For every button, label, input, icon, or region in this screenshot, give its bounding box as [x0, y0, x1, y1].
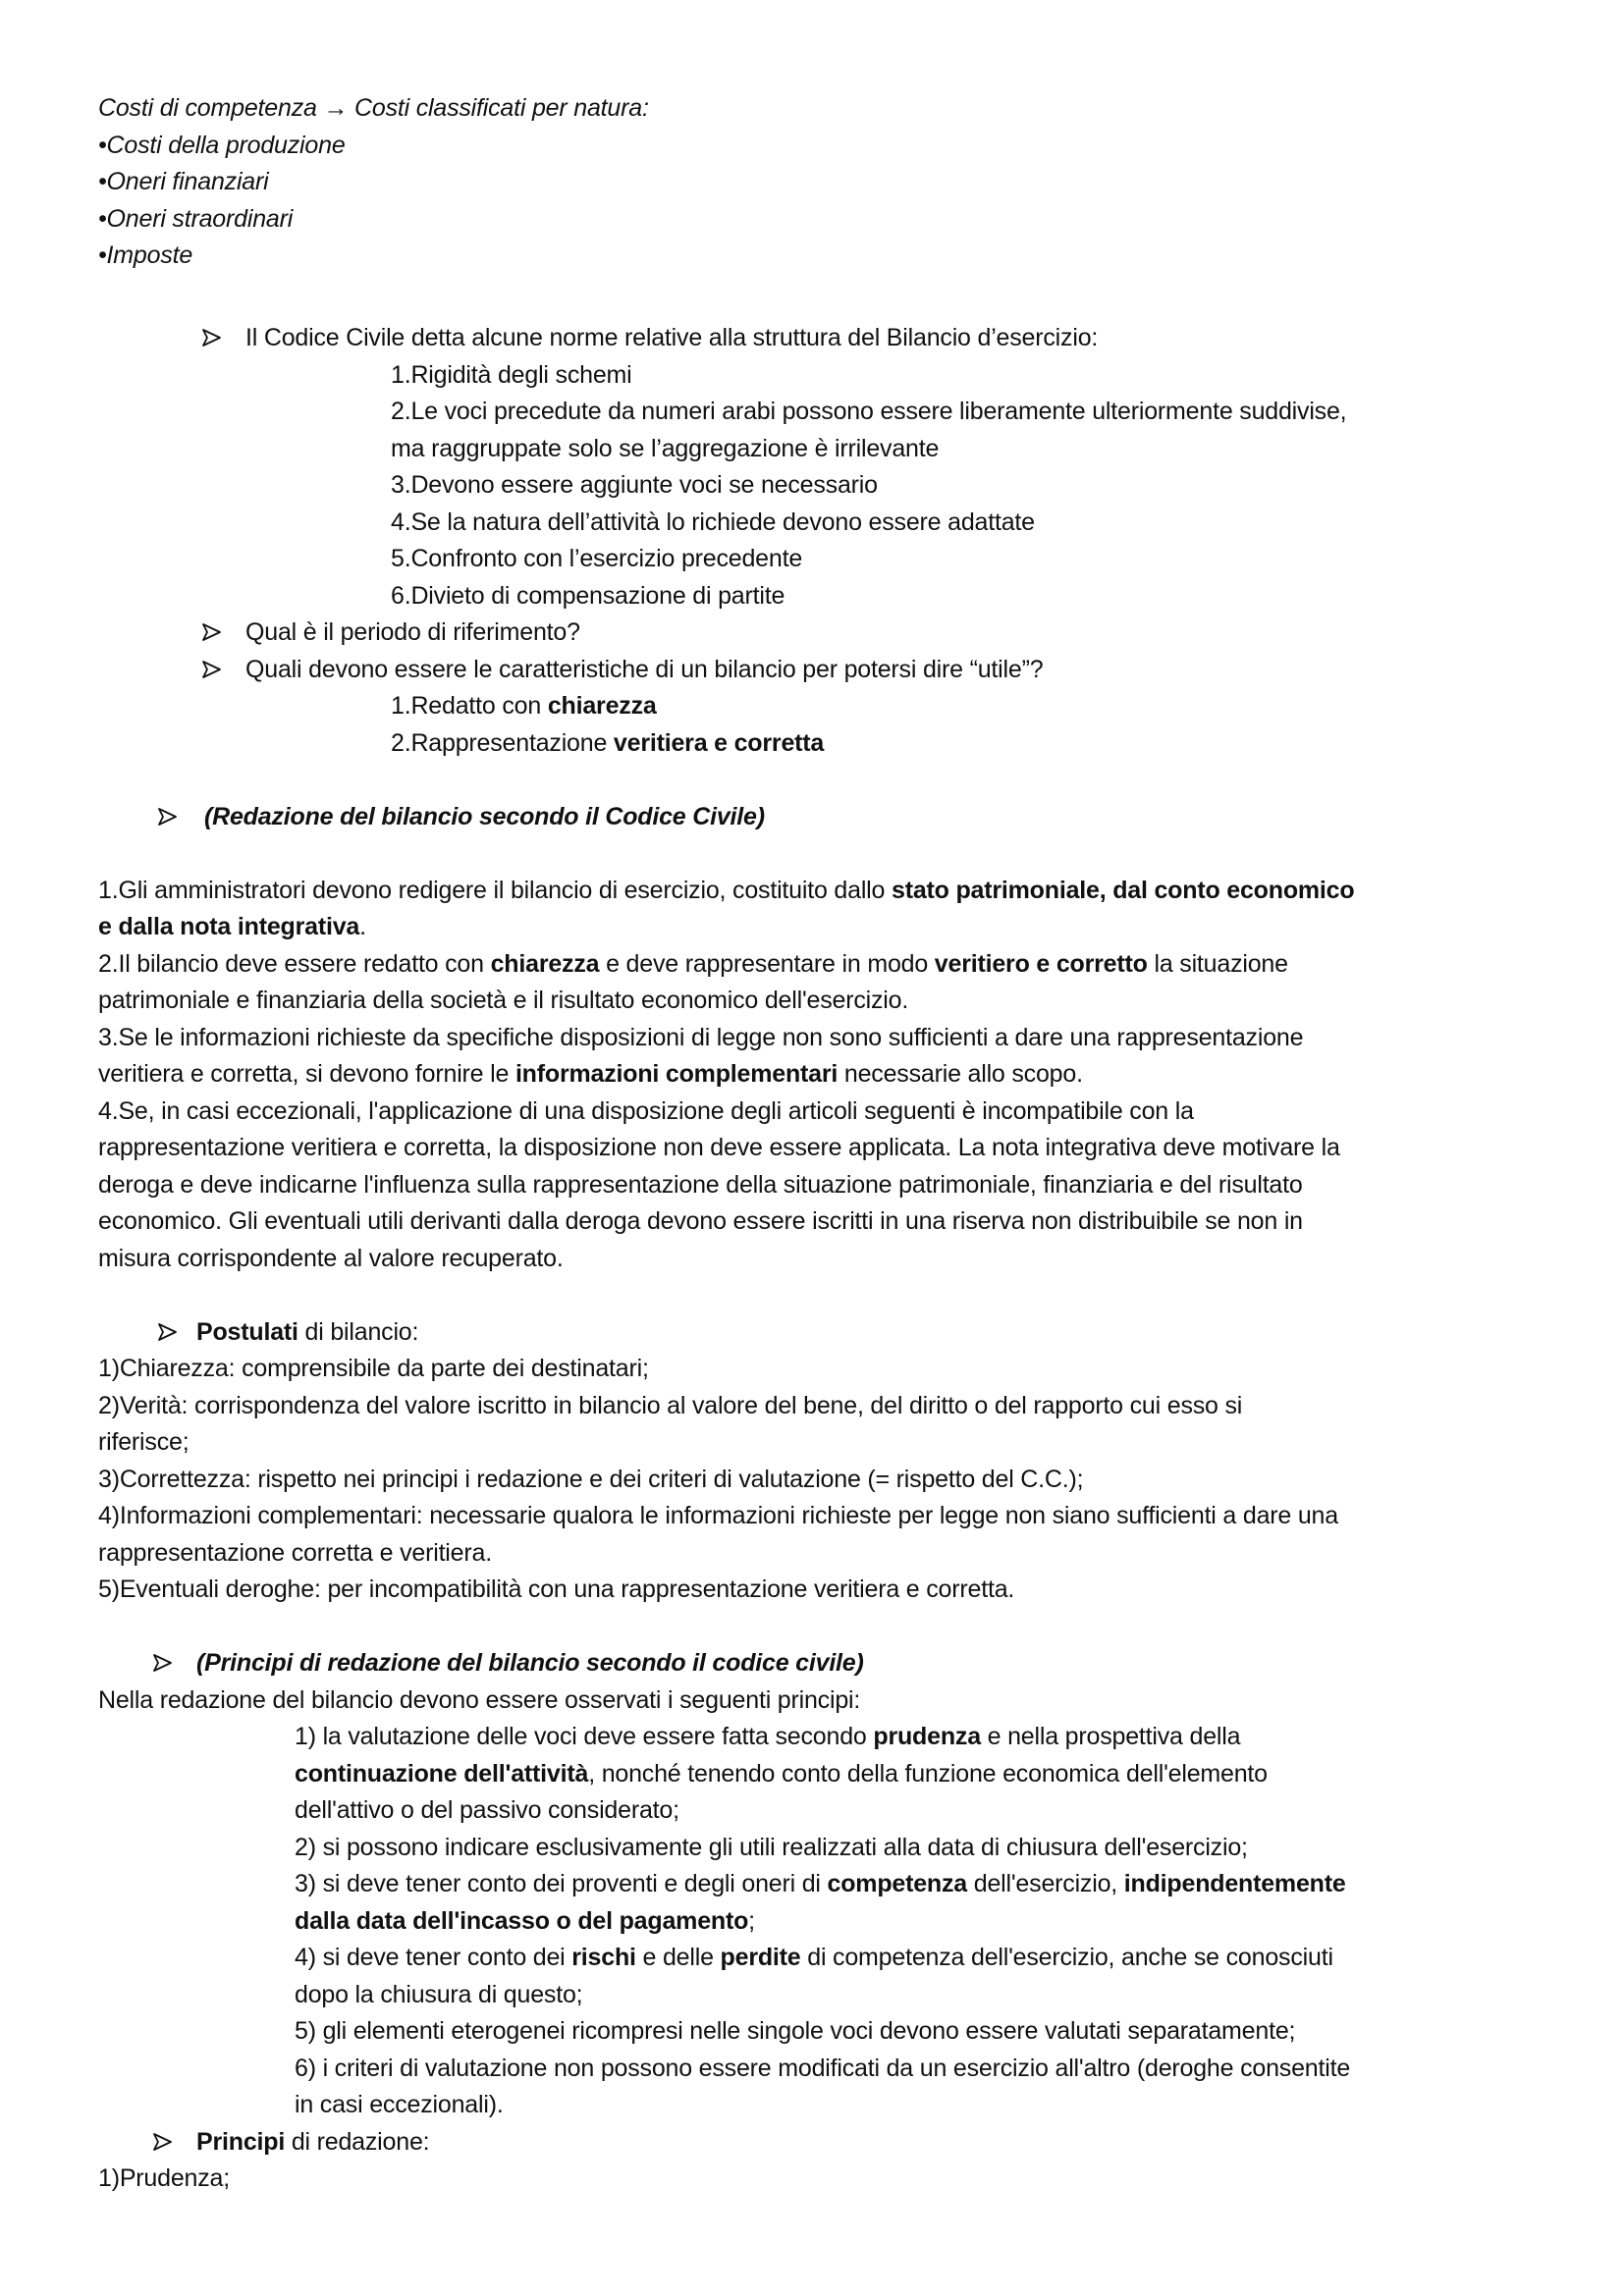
arrowhead-bullet-icon	[152, 2131, 174, 2153]
list-item: riferisce;	[98, 1428, 189, 1456]
arrowhead-bullet-icon	[201, 621, 223, 643]
list-item: rappresentazione corretta e veritiera.	[98, 1539, 492, 1567]
paragraph-line: 2.Il bilancio deve essere redatto con chiarezza e deve rappresentare in modo veritiero e corretto la situazione	[98, 950, 1288, 978]
arrowhead-bullet-icon	[201, 659, 223, 680]
list-item: 5) gli elementi eterogenei ricompresi nelle singole voci devono essere valutati separatamente;	[295, 2017, 1296, 2045]
right-arrow-icon: →	[323, 94, 349, 122]
paragraph-line: e dalla nota integrativa.	[98, 913, 366, 940]
paragraph-line: 4.Se, in casi eccezionali, l'applicazione di una disposizione degli articoli seguenti è incompatibile con la	[98, 1097, 1194, 1125]
list-item: 6) i criteri di valutazione non possono essere modificati da un esercizio all'altro (deroghe consentite	[295, 2055, 1351, 2082]
paragraph-line: misura corrispondente al valore recuperato.	[98, 1245, 564, 1272]
list-item: ma raggruppate solo se l’aggregazione è irrilevante	[391, 435, 940, 462]
paragraph-line: 3.Se le informazioni richieste da specifiche disposizioni di legge non sono sufficienti a dare una rappresentazione	[98, 1024, 1304, 1051]
paragraph-line: 1.Gli amministratori devono redigere il bilancio di esercizio, costituito dallo stato patrimoniale, dal conto economico	[98, 877, 1355, 904]
list-item: 4)Informazioni complementari: necessarie qualora le informazioni richieste per legge non siano sufficienti a dare una	[98, 1502, 1338, 1529]
list-item: dalla data dell'incasso o del pagamento;	[295, 1907, 755, 1935]
list-item: 5.Confronto con l’esercizio precedente	[391, 545, 803, 572]
list-item: 2.Rappresentazione veritiera e corretta	[391, 729, 825, 757]
redazione-title: (Redazione del bilancio secondo il Codice Civile)	[204, 803, 765, 830]
list-item: dell'attivo o del passivo considerato;	[295, 1796, 679, 1824]
list-item: •Costi della produzione	[98, 132, 346, 159]
arrowhead-bullet-icon	[157, 1321, 179, 1343]
list-item: dopo la chiusura di questo;	[295, 1981, 583, 2008]
paragraph-line: patrimoniale e finanziaria della società e il risultato economico dell'esercizio.	[98, 987, 909, 1014]
list-item: 3.Devono essere aggiunte voci se necessario	[391, 471, 878, 499]
list-item: 1.Rigidità degli schemi	[391, 361, 632, 389]
list-item: 4) si deve tener conto dei rischi e delle perdite di competenza dell'esercizio, anche se conosciuti	[295, 1944, 1333, 1971]
arrowhead-bullet-icon	[152, 1652, 174, 1674]
question-periodo: Qual è il periodo di riferimento?	[245, 618, 580, 646]
struttura-lead: Il Codice Civile detta alcune norme relative alla struttura del Bilancio d’esercizio:	[245, 324, 1099, 351]
list-item: 6.Divieto di compensazione di partite	[391, 582, 785, 610]
list-item: 2)Verità: corrispondenza del valore iscritto in bilancio al valore del bene, del diritto o del rapporto cui esso si	[98, 1392, 1243, 1419]
list-item: 4.Se la natura dell’attività lo richiede devono essere adattate	[391, 508, 1035, 536]
list-item: 3) si deve tener conto dei proventi e degli oneri di competenza dell'esercizio, indipendentemente	[295, 1870, 1346, 1897]
arrowhead-bullet-icon	[201, 327, 223, 348]
list-item: continuazione dell'attività, nonché tenendo conto della funzione economica dell'elemento	[295, 1760, 1268, 1788]
paragraph-line: deroga e deve indicarne l'influenza sulla rappresentazione della situazione patrimoniale, finanziaria e del risultato	[98, 1171, 1303, 1199]
paragraph-line: rappresentazione veritiera e corretta, la disposizione non deve essere applicata. La nota integrativa deve motivare la	[98, 1134, 1340, 1161]
paragraph-line: economico. Gli eventuali utili derivanti dalla deroga devono essere iscritti in una riserva non distribuibile se non in	[98, 1207, 1303, 1235]
principi-title: (Principi di redazione del bilancio secondo il codice civile)	[196, 1649, 864, 1677]
question-caratteristiche: Quali devono essere le caratteristiche di un bilancio per potersi dire “utile”?	[245, 656, 1044, 683]
postulati-title: Postulati di bilancio:	[196, 1318, 419, 1346]
list-item: •Oneri finanziari	[98, 168, 269, 195]
list-item: 3)Correttezza: rispetto nei principi i redazione e dei criteri di valutazione (= rispetto del C.C.);	[98, 1466, 1084, 1493]
principi-lead: Nella redazione del bilancio devono essere osservati i seguenti principi:	[98, 1686, 861, 1714]
list-item: 1.Redatto con chiarezza	[391, 692, 657, 720]
list-item: •Imposte	[98, 241, 193, 269]
list-item: 5)Eventuali deroghe: per incompatibilità con una rappresentazione veritiera e corretta.	[98, 1575, 1015, 1603]
list-item: 2.Le voci precedute da numeri arabi possono essere liberamente ulteriormente suddivise,	[391, 398, 1347, 425]
list-item: in casi eccezionali).	[295, 2091, 504, 2118]
arrowhead-bullet-icon	[157, 806, 179, 828]
principi-subtitle: Principi di redazione:	[196, 2128, 430, 2156]
costi-heading: Costi di competenza → Costi classificati per natura:	[98, 94, 649, 122]
list-item: •Oneri straordinari	[98, 205, 294, 233]
list-item: 2) si possono indicare esclusivamente gli utili realizzati alla data di chiusura dell'esercizio;	[295, 1834, 1248, 1861]
list-item: 1)Prudenza;	[98, 2164, 230, 2192]
list-item: 1)Chiarezza: comprensibile da parte dei destinatari;	[98, 1355, 649, 1382]
list-item: 1) la valutazione delle voci deve essere fatta secondo prudenza e nella prospettiva della	[295, 1723, 1241, 1750]
paragraph-line: veritiera e corretta, si devono fornire le informazioni complementari necessarie allo scopo.	[98, 1060, 1083, 1088]
